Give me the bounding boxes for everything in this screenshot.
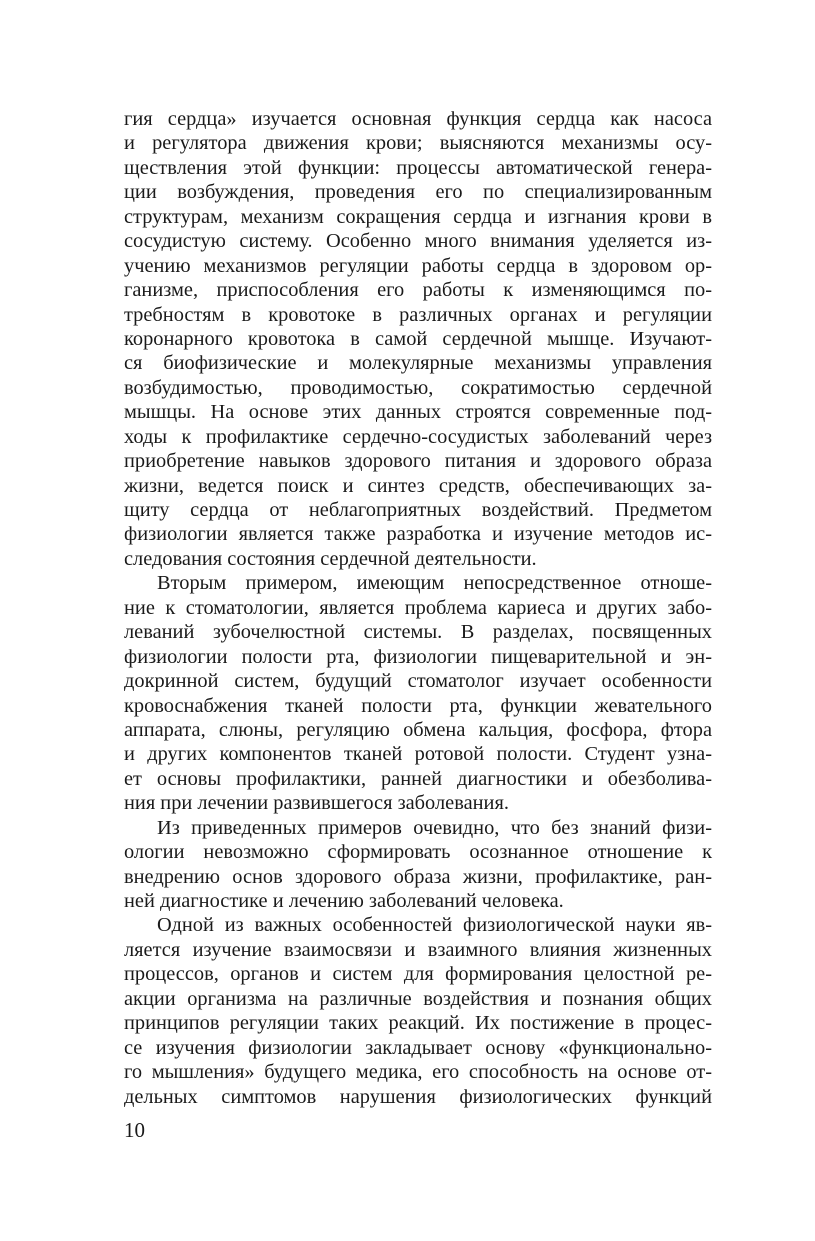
text-line: Одной из важных особенностей физиологической науки яв- (157, 914, 712, 937)
text-line: принципов регуляции таких реакций. Их постижение в процес- (124, 1012, 712, 1035)
text-line: внедрению основ здорового образа жизни, профилактике, ран- (124, 865, 712, 888)
text-line: учению механизмов регуляции работы сердца в здоровом ор- (124, 254, 712, 277)
text-line: возбудимостью, проводимостью, сократимостью сердечной (124, 376, 712, 399)
text-line: физиологии полости рта, физиологии пищеварительной и эн- (124, 645, 712, 668)
text-line: структурам, механизм сокращения сердца и изгнания крови в (124, 205, 712, 228)
text-line: щиту сердца от неблагоприятных воздействий. Предметом (124, 499, 712, 521)
text-line: коронарного кровотока в самой сердечной мышце. Изучают- (124, 327, 712, 350)
text-line: акции организма на различные воздействия и познания общих (124, 987, 712, 1010)
text-line: ологии невозможно сформировать осознанное отношение к (124, 841, 712, 864)
text-line: жизни, ведется поиск и синтез средств, обеспечивающих за- (124, 474, 712, 497)
page-number: 10 (124, 1118, 145, 1142)
paragraph (124, 571, 712, 815)
text-line: се изучения физиологии закладывает основу «функционально- (124, 1036, 712, 1059)
text-line: ходы к профилактике сердечно-сосудистых заболеваний через (124, 425, 712, 448)
paragraph (124, 913, 712, 1109)
text-line: приобретение навыков здорового питания и здорового образа (124, 450, 712, 473)
text-line: мышцы. На основе этих данных строятся современные под- (124, 401, 712, 424)
page-body (124, 107, 712, 1109)
paragraph (124, 816, 712, 914)
text-line: процессов, органов и систем для формирования целостной ре- (124, 963, 712, 986)
text-line: и регулятора движения крови; выясняются механизмы осу- (124, 132, 712, 155)
text-line: го мышления» будущего медика, его способность на основе от- (124, 1061, 712, 1084)
text-line: ляется изучение взаимосвязи и взаимного влияния жизненных (124, 938, 712, 961)
text-line: кровоснабжения тканей полости рта, функции жевательного (124, 694, 712, 717)
text-line: ния при лечении развившегося заболевания. (124, 792, 509, 815)
text-line: ет основы профилактики, ранней диагностики и обезболива- (124, 767, 712, 790)
text-line: ществления этой функции: процессы автоматической генера- (124, 156, 712, 179)
text-line: дельных симптомов нарушения физиологических функций (124, 1085, 712, 1108)
text-line: аппарата, слюны, регуляцию обмена кальция, фосфора, фтора (124, 718, 712, 741)
text-line: докринной систем, будущий стоматолог изучает особенности (124, 670, 712, 693)
text-line: ние к стоматологии, является проблема кариеса и других забо- (124, 596, 712, 619)
text-line: Из приведенных примеров очевидно, что без знаний физи- (157, 816, 712, 839)
text-line: ции возбуждения, проведения его по специализированным (124, 181, 712, 204)
text-line: леваний зубочелюстной системы. В разделах, посвященных (124, 621, 712, 644)
text-line: ней диагностике и лечению заболеваний человека. (124, 890, 564, 912)
text-line: требностям в кровотоке в различных органах и регуляции (124, 303, 712, 326)
text-line: гия сердца» изучается основная функция сердца как насоса (124, 108, 712, 130)
text-line: и других компонентов тканей ротовой полости. Студент узна- (124, 743, 712, 766)
text-line: Вторым примером, имеющим непосредственное отноше- (157, 572, 712, 595)
paragraph (124, 107, 712, 571)
text-line: ся биофизические и молекулярные механизмы управления (124, 352, 712, 375)
text-line: физиологии является также разработка и изучение методов ис- (124, 523, 712, 546)
text-line: следования состояния сердечной деятельности. (124, 547, 537, 570)
text-line: сосудистую систему. Особенно много внимания уделяется из- (124, 230, 712, 253)
text-line: ганизме, приспособления его работы к изменяющимся по- (124, 279, 712, 302)
